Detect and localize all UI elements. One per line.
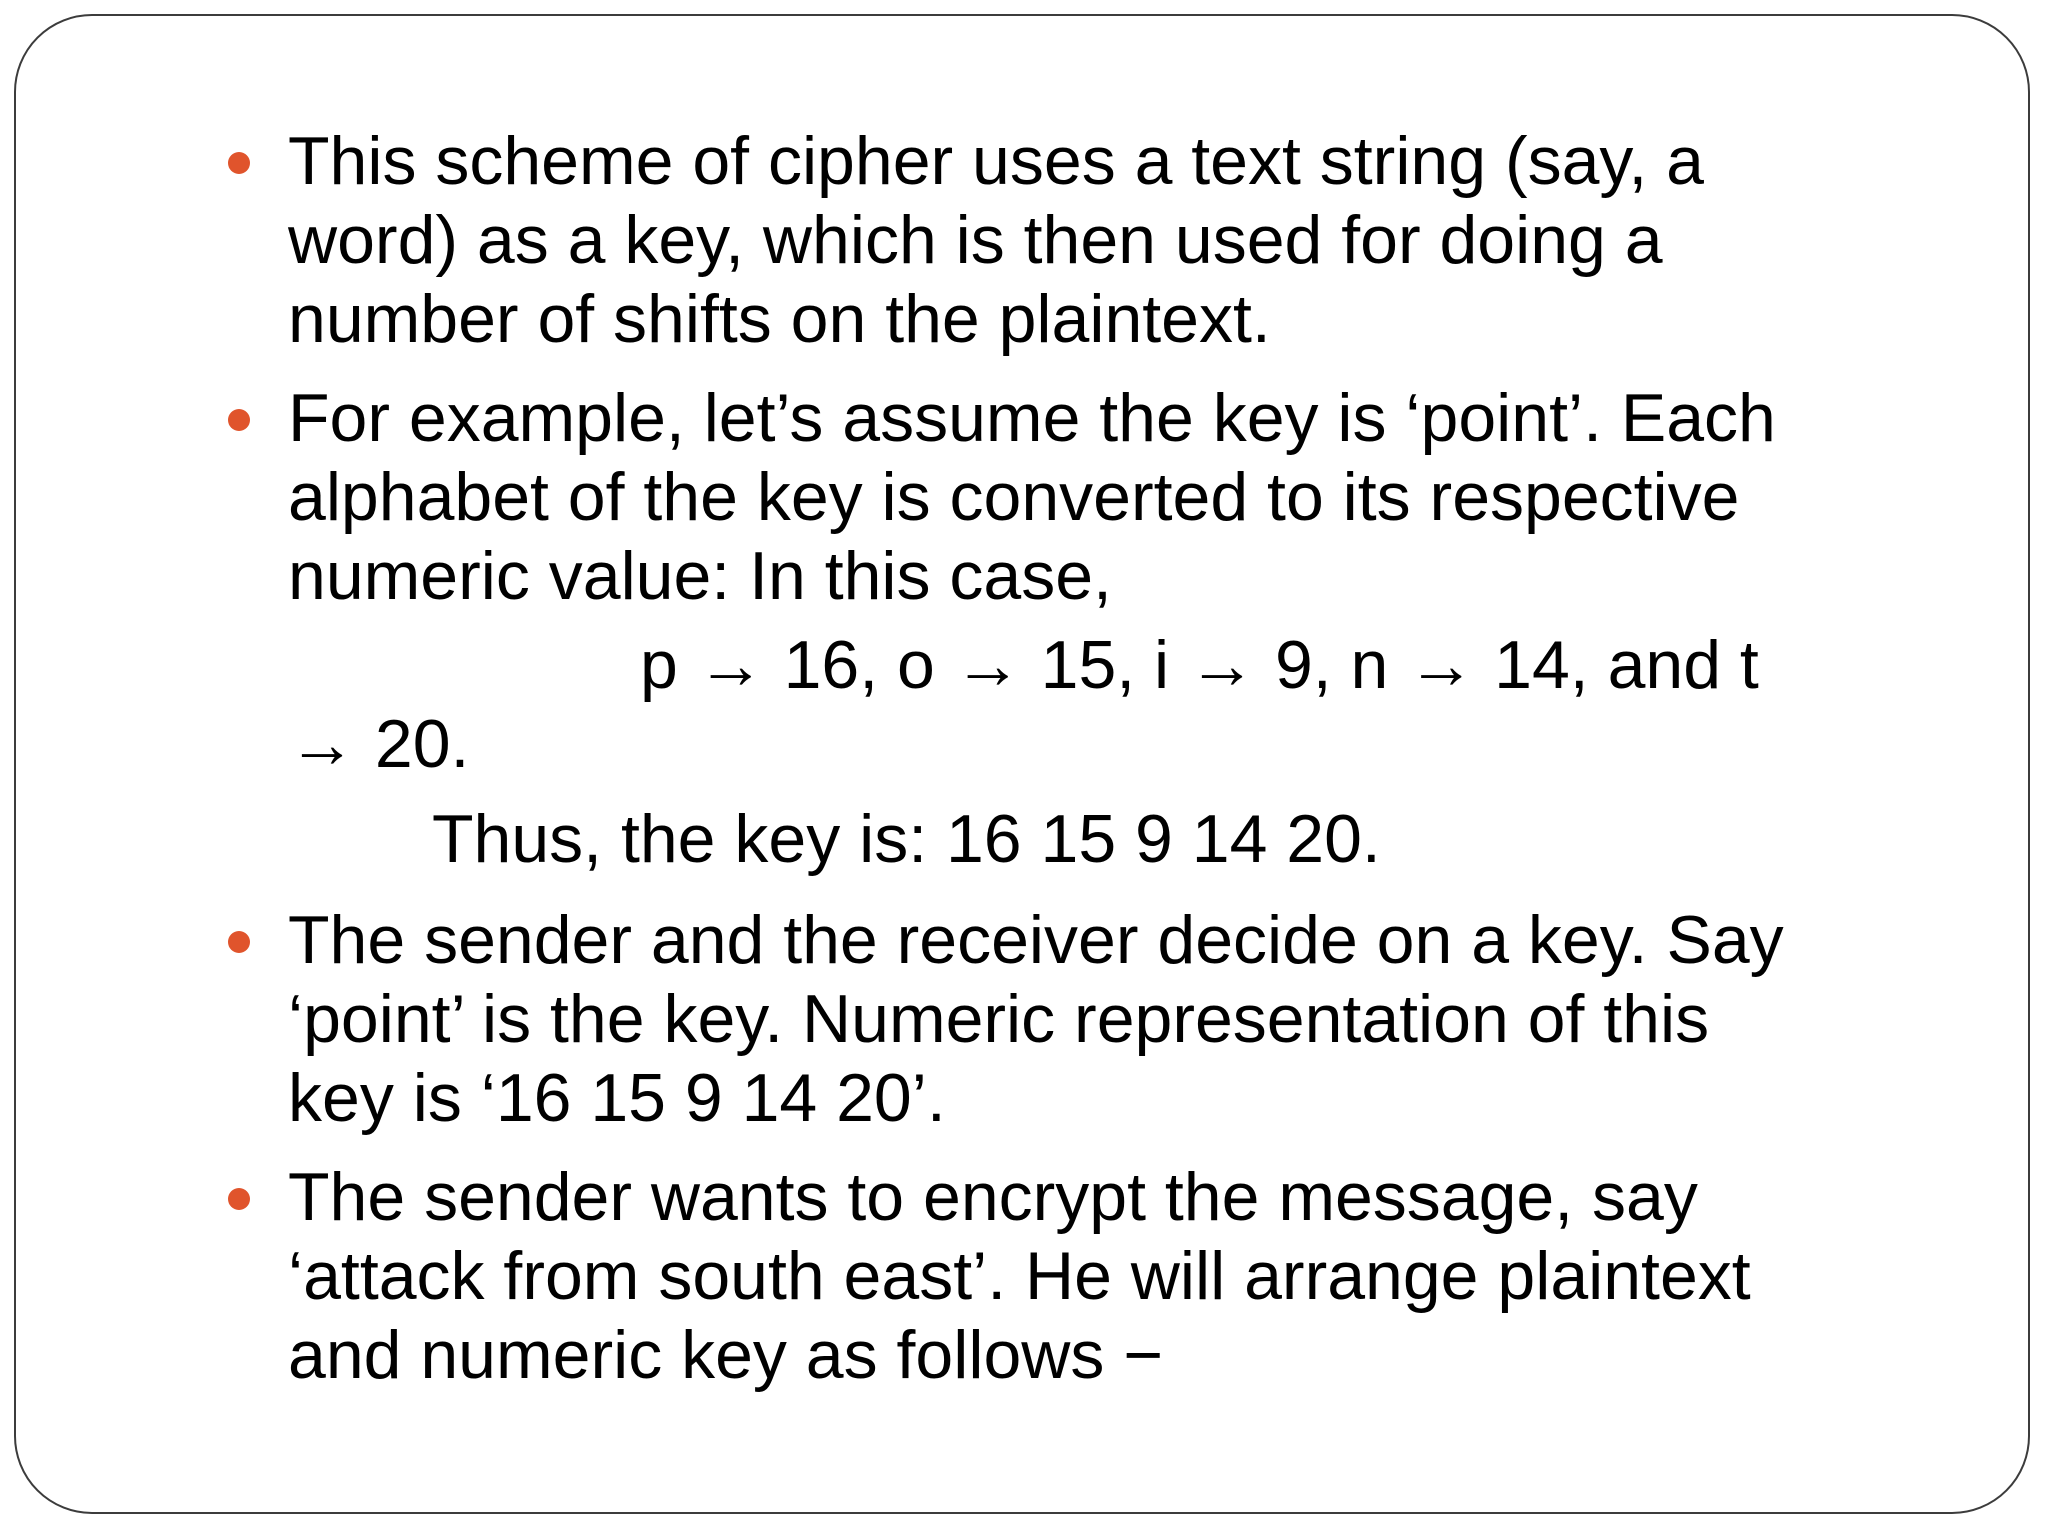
bullet-3-line-1: The sender and the receiver decide on a key. Say	[288, 902, 1784, 978]
bullet-4-line-2: ‘attack from south east’. He will arrange plaintext	[288, 1238, 1751, 1314]
bullet-2-line-2: alphabet of the key is converted to its respective	[288, 459, 1740, 535]
bullet-3-line-3: key is ‘16 15 9 14 20’.	[288, 1060, 946, 1136]
key-mapping-line-1: p → 16, o → 15, i → 9, n → 14, and t	[640, 627, 1759, 703]
bullet-1-line-3: number of shifts on the plaintext.	[288, 281, 1271, 357]
bullet-1-line-2: word) as a key, which is then used for doing a	[288, 202, 1663, 278]
bullet-3-line-2: ‘point’ is the key. Numeric representation of this	[288, 981, 1710, 1057]
key-result	[220, 800, 1940, 879]
slide-content	[220, 122, 1940, 1415]
bullet-dot-icon	[228, 152, 250, 174]
bullet-dot-icon	[228, 931, 250, 953]
key-mapping-line-2: → 20.	[288, 706, 470, 782]
bullet-item-3	[220, 901, 1940, 1138]
bullet-2-line-1: For example, let’s assume the key is ‘point’. Each	[288, 380, 1776, 456]
bullet-4-line-3: and numeric key as follows −	[288, 1317, 1163, 1393]
key-mapping	[220, 626, 1940, 784]
bullet-2-line-3: numeric value: In this case,	[288, 538, 1112, 614]
bullet-1-line-1: This scheme of cipher uses a text string (say, a	[288, 123, 1704, 199]
key-result-line: Thus, the key is: 16 15 9 14 20.	[432, 801, 1381, 877]
bullet-item-4	[220, 1158, 1940, 1395]
bullet-item-2	[220, 379, 1940, 616]
bullet-4-line-1: The sender wants to encrypt the message, say	[288, 1159, 1698, 1235]
bullet-item-1	[220, 122, 1940, 359]
bullet-dot-icon	[228, 409, 250, 431]
bullet-dot-icon	[228, 1188, 250, 1210]
